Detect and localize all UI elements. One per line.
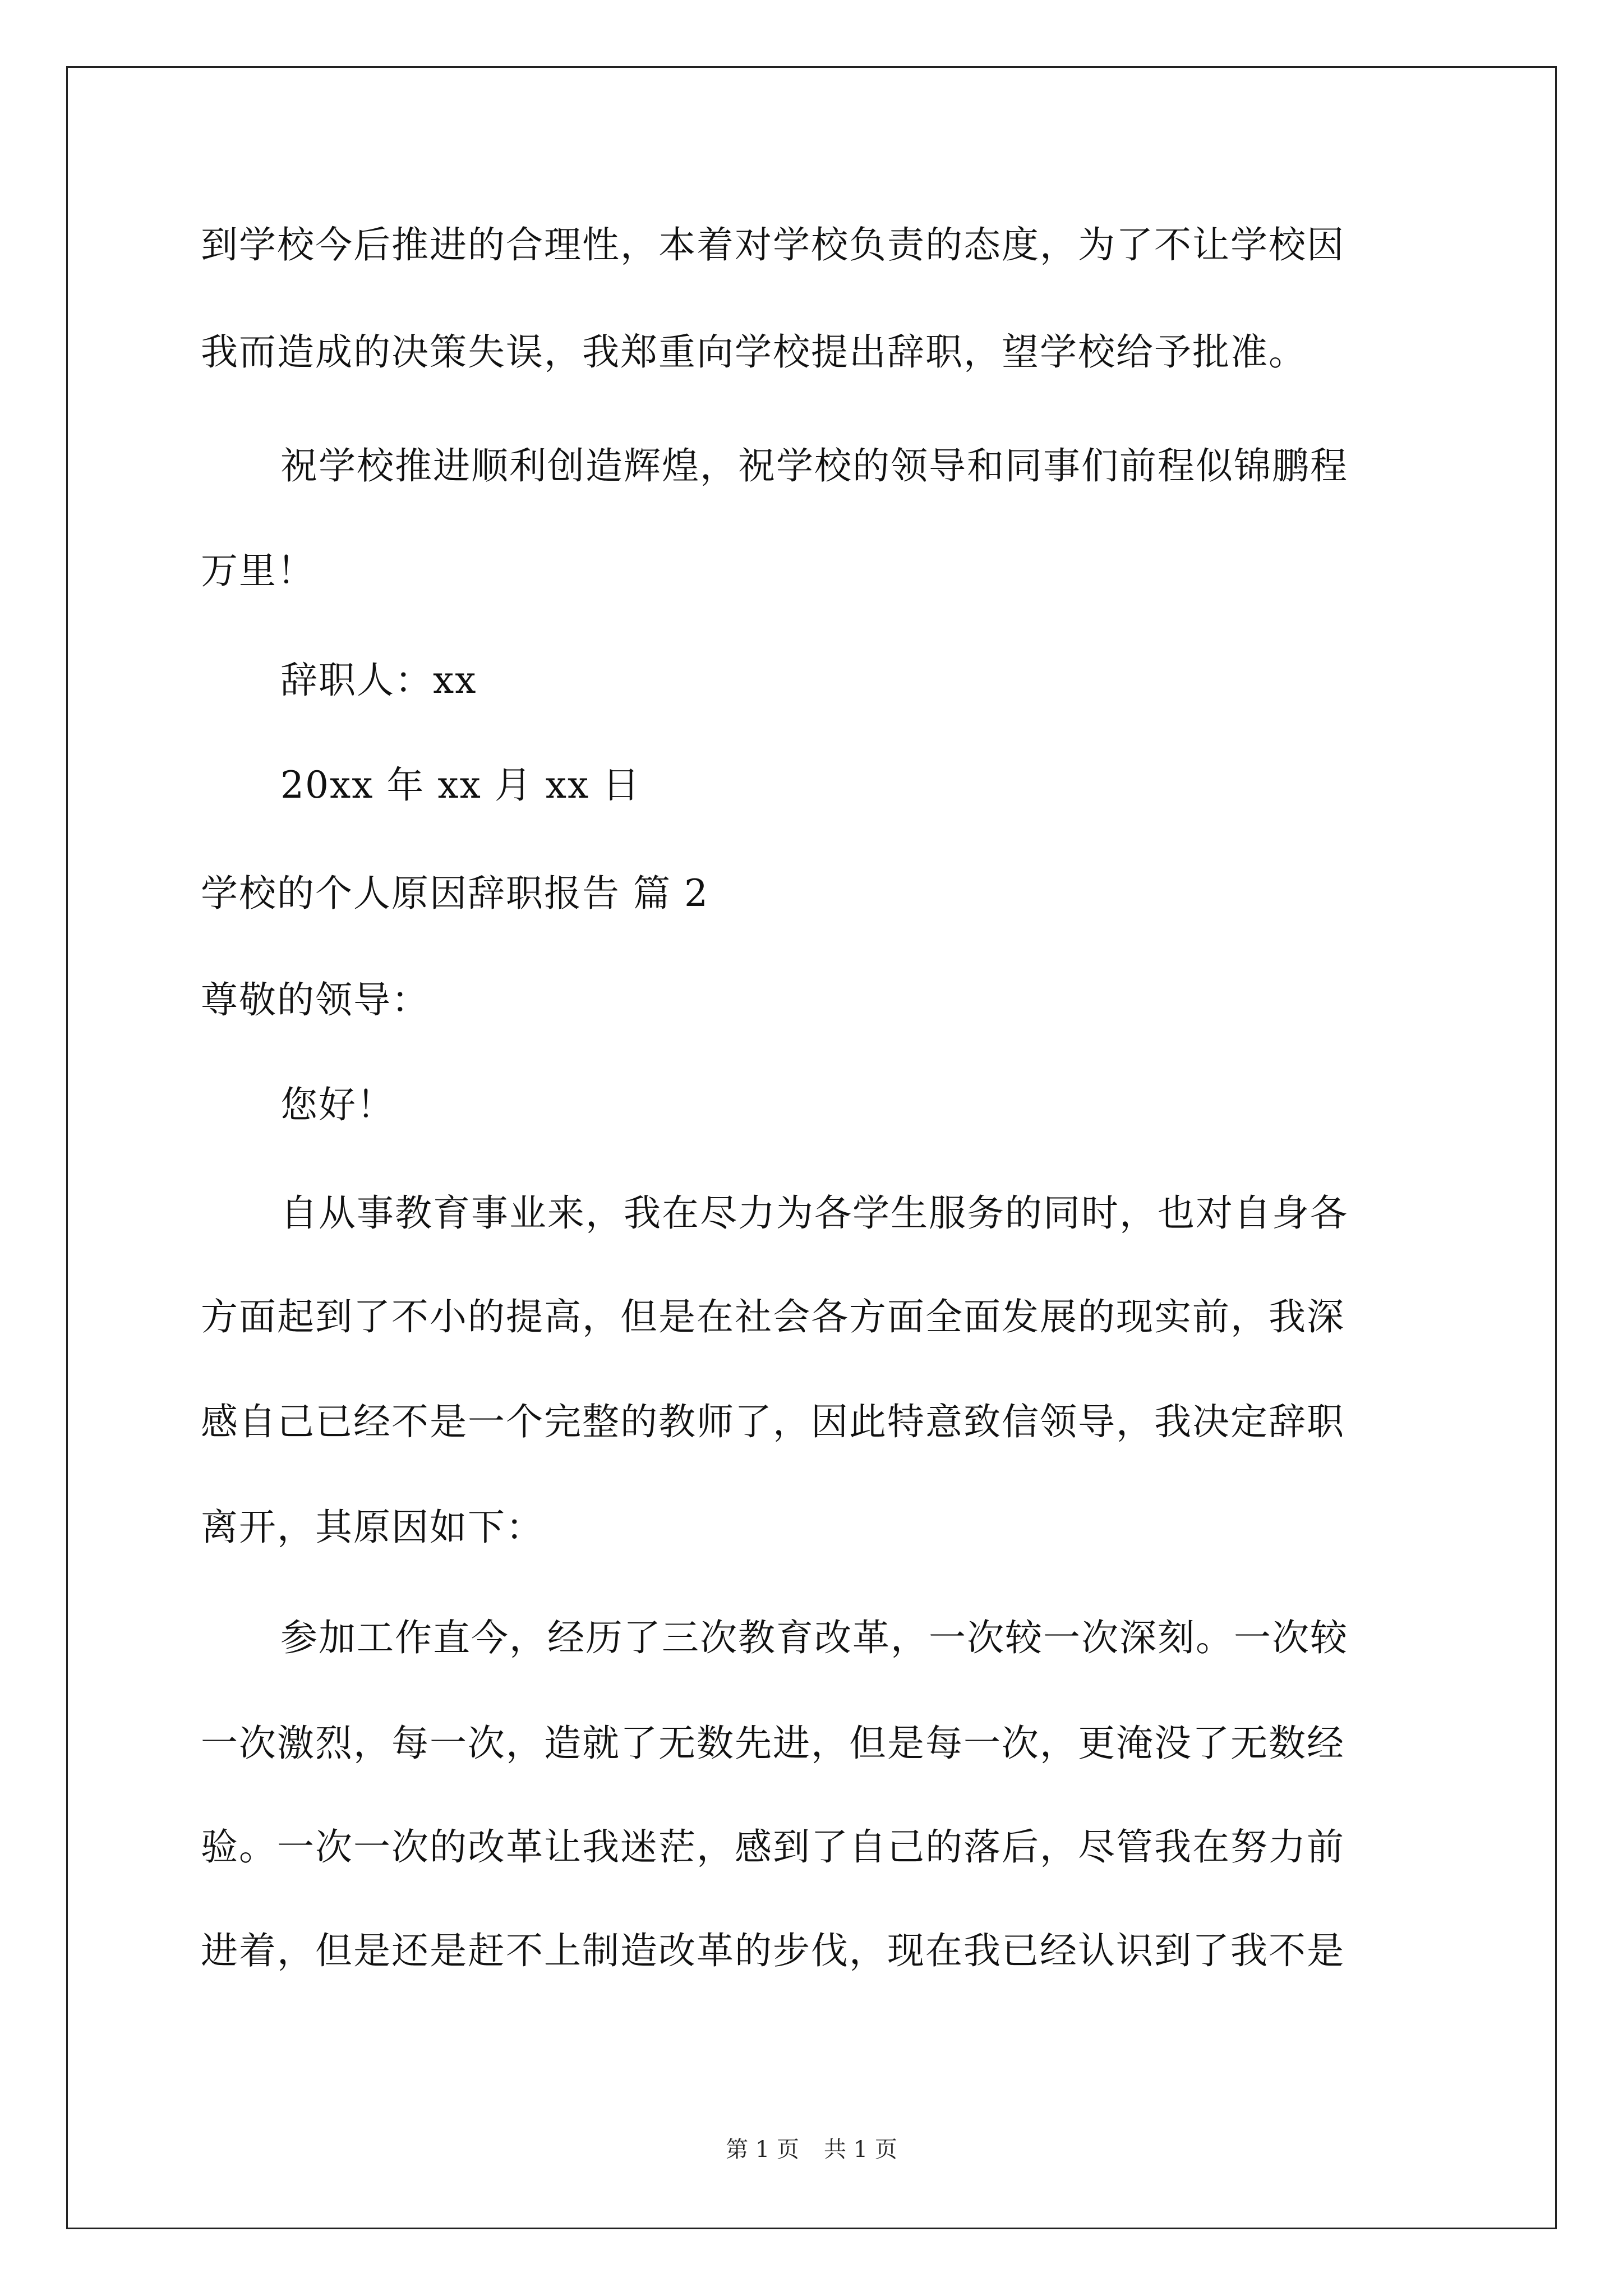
- text-line: 万里！: [201, 549, 315, 592]
- page-number: 第 1 页: [726, 2137, 799, 2162]
- text-line: 参加工作直今，经历了三次教育改革，一次较一次深刻。一次较: [280, 1616, 1348, 1659]
- salutation: 尊敬的领导：: [201, 978, 430, 1022]
- text-line: 自从事教育事业来，我在尽力为各学生服务的同时，也对自身各: [280, 1191, 1348, 1235]
- text-line: 一次激烈，每一次，造就了无数先进，但是每一次，更淹没了无数经: [201, 1722, 1345, 1765]
- text-line: 到学校今后推进的合理性，本着对学校负责的态度，为了不让学校因: [201, 223, 1345, 266]
- text-line: 方面起到了不小的提高，但是在社会各方面全面发展的现实前，我深: [201, 1295, 1345, 1338]
- text-line: 我而造成的决策失误，我郑重向学校提出辞职，望学校给予批准。: [201, 330, 1307, 374]
- date-line: 20xx 年 xx 月 xx 日: [280, 763, 641, 807]
- page-footer: [0, 2132, 1623, 2164]
- greeting: 您好！: [280, 1083, 395, 1126]
- text-line: 进着，但是还是赶不上制造改革的步伐，现在我已经认识到了我不是: [201, 1929, 1345, 1972]
- text-line: 祝学校推进顺利创造辉煌，祝学校的领导和同事们前程似锦鹏程: [280, 444, 1348, 487]
- text-line: 离开，其原因如下：: [201, 1506, 544, 1549]
- page-total: 共 1 页: [824, 2137, 897, 2162]
- text-line: 验。一次一次的改革让我迷茫，感到了自己的落后，尽管我在努力前: [201, 1825, 1345, 1869]
- section-heading: 学校的个人原因辞职报告 篇 2: [201, 872, 709, 915]
- signature-line: 辞职人：xx: [280, 659, 477, 702]
- page-border: [66, 66, 1557, 2229]
- text-line: 感自己已经不是一个完整的教师了，因此特意致信领导，我决定辞职: [201, 1400, 1345, 1443]
